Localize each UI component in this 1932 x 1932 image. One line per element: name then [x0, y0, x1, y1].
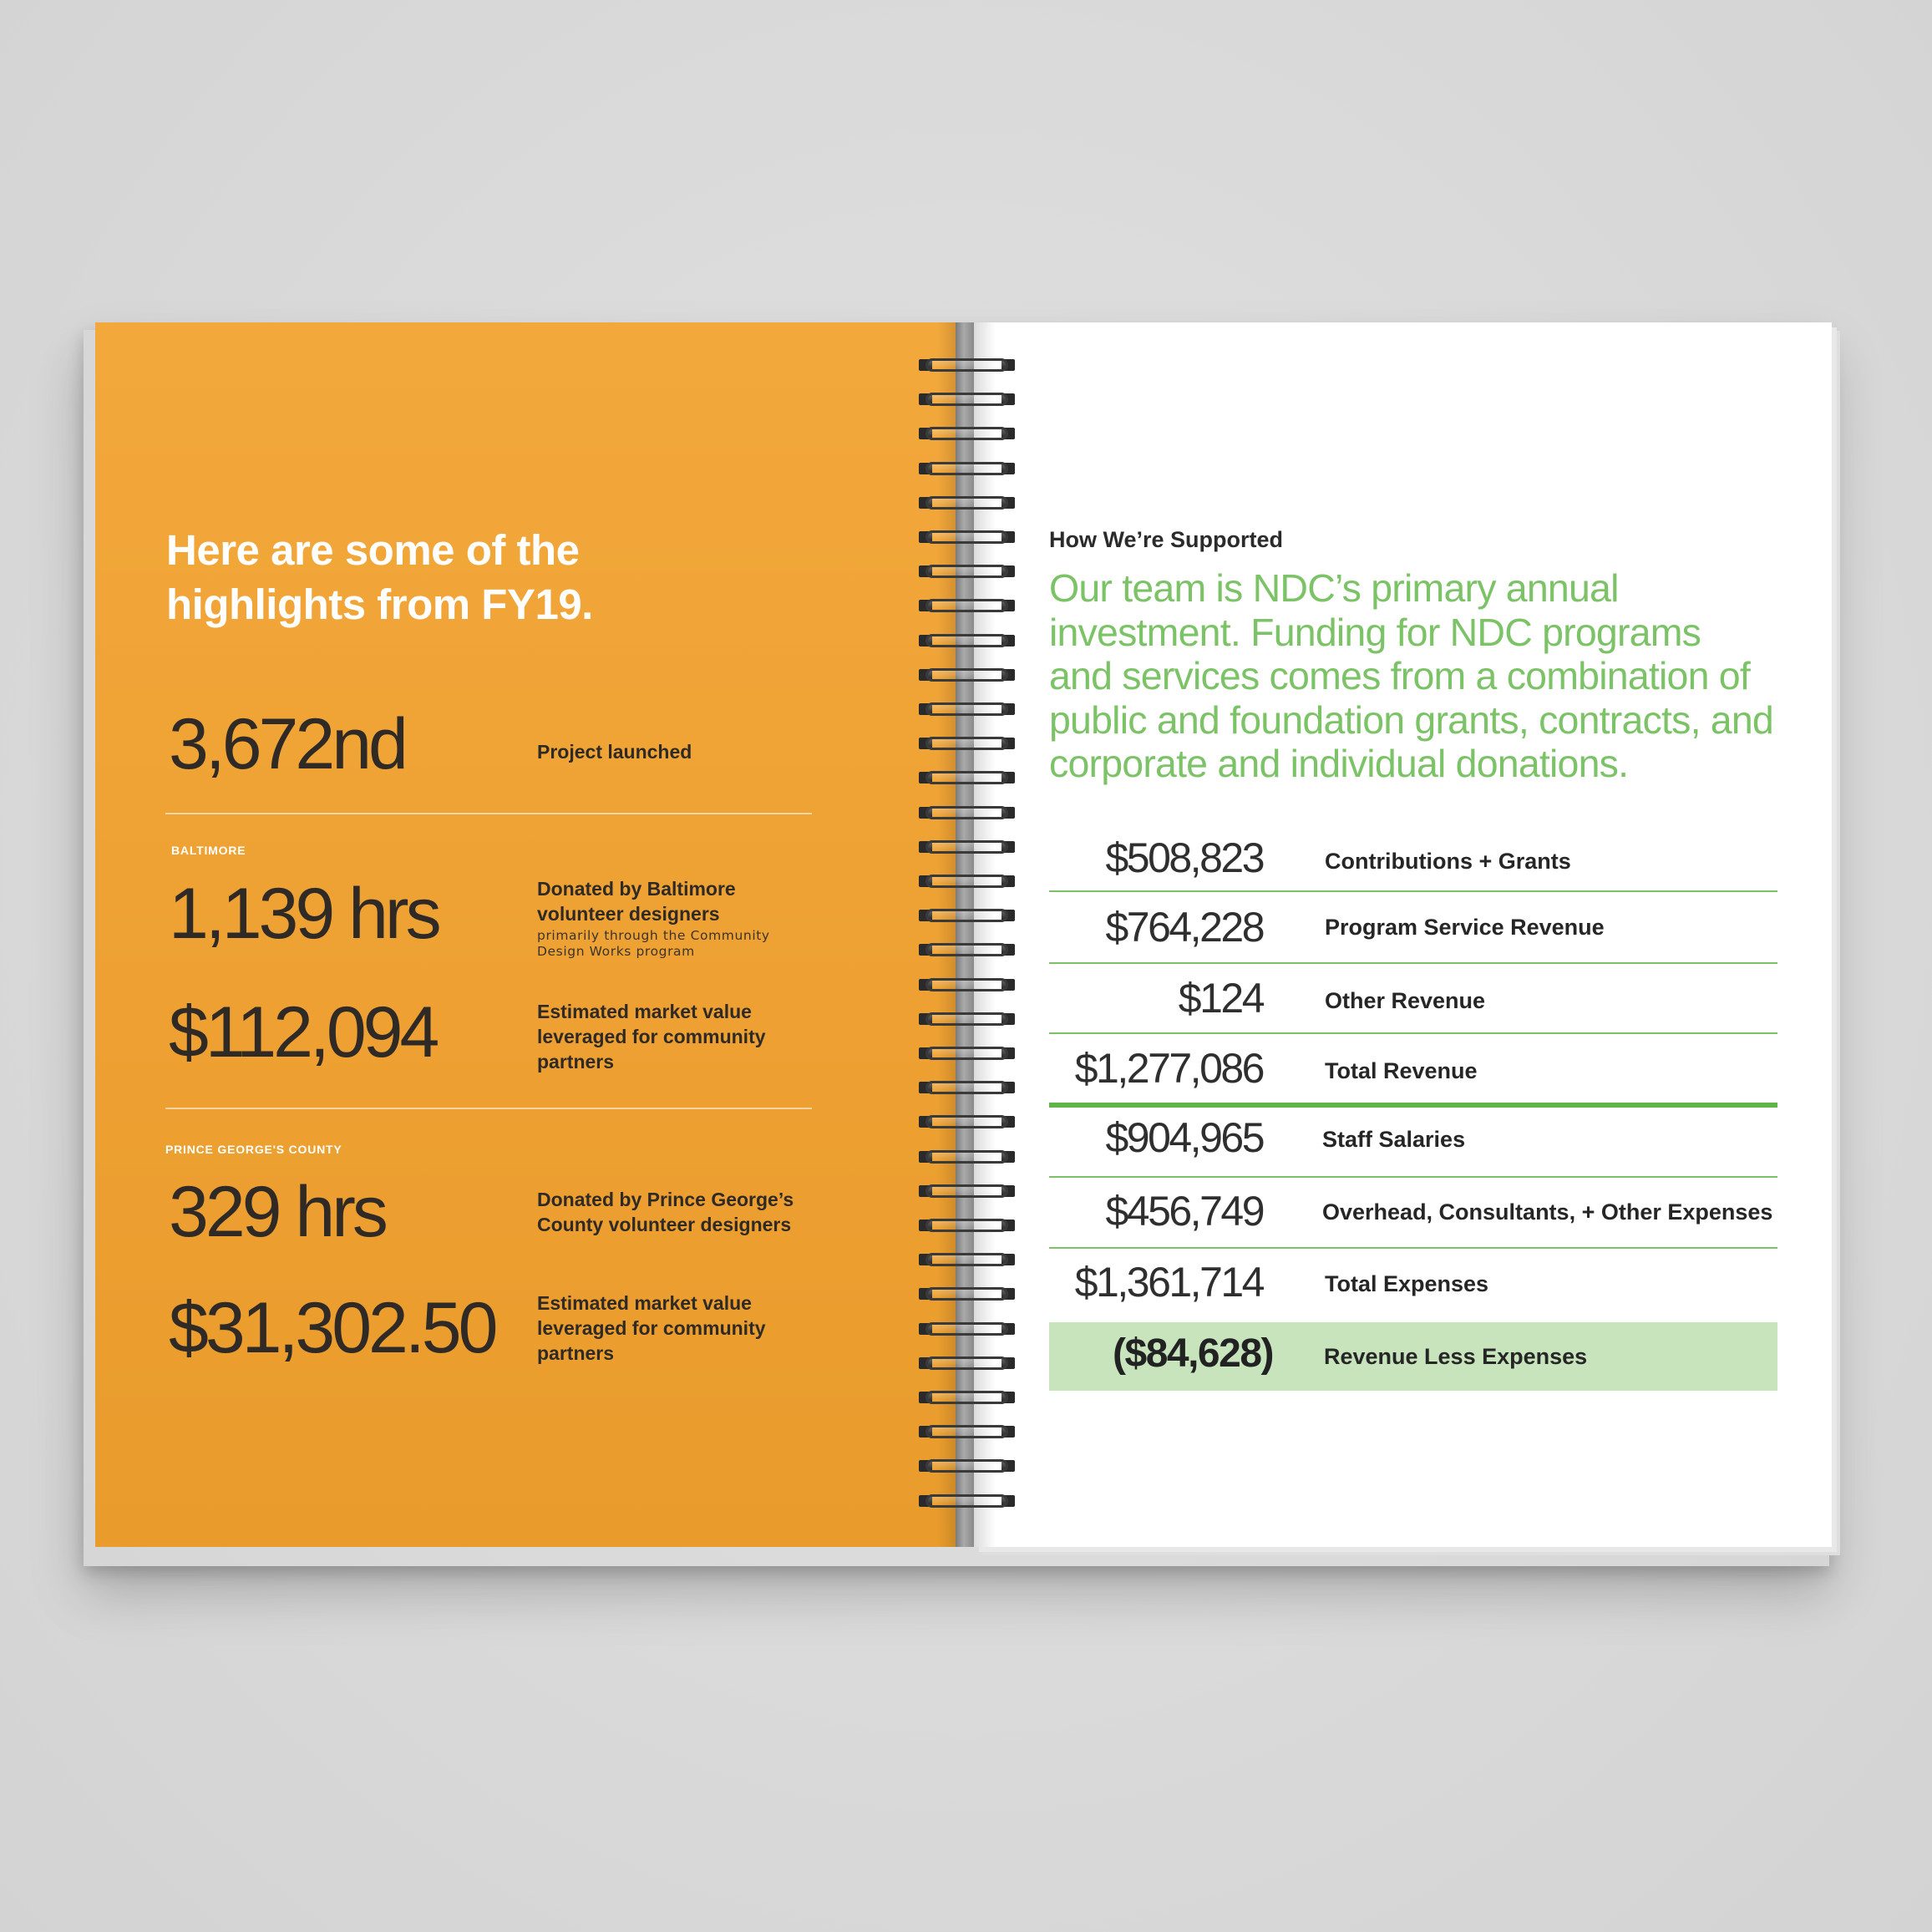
intro-line-2: investment. Funding for NDC programs [1049, 610, 1701, 654]
prince-georges-market-label-line-1: Estimated market value [537, 1292, 752, 1314]
binding-wire [925, 1219, 1008, 1232]
spiral-ring [919, 699, 1015, 719]
binding-wire [925, 1322, 1008, 1336]
prince-georges-hours-label-line-1: Donated by Prince George’s [537, 1189, 794, 1210]
spiral-ring [919, 803, 1015, 823]
net-result-label: Revenue Less Expenses [1324, 1344, 1588, 1369]
spiral-ring [919, 631, 1015, 651]
binding-wire [925, 599, 1008, 612]
spiral-ring [919, 389, 1015, 409]
binding-wire [925, 427, 1008, 440]
prince-georges-hours-value: 329 hrs [169, 1172, 385, 1252]
spiral-ring [919, 1147, 1015, 1167]
revenue-total-divider [1049, 1103, 1777, 1108]
row-divider-3 [1049, 1032, 1777, 1034]
support-intro [1049, 566, 1784, 786]
binding-wire [925, 1012, 1008, 1026]
baltimore-market-label [537, 999, 766, 1074]
baltimore-hours-label-line-2: volunteer designers [537, 903, 720, 925]
spiral-ring [919, 837, 1015, 857]
binding-wire [925, 1391, 1008, 1404]
baltimore-market-label-line-1: Estimated market value [537, 1001, 752, 1022]
binding-wire [925, 978, 1008, 991]
divider-2 [165, 1108, 812, 1109]
total-revenue-amount: $1,277,086 [1074, 1045, 1263, 1092]
spiral-ring [919, 975, 1015, 995]
binding-wire [925, 1115, 1008, 1128]
intro-line-3: and services comes from a combination of [1049, 654, 1750, 697]
spiral-ring [919, 1456, 1015, 1476]
spiral-ring [919, 1215, 1015, 1235]
overhead-label: Overhead, Consultants, + Other Expenses [1322, 1199, 1773, 1225]
spiral-ring [919, 355, 1015, 375]
prince-georges-market-value: $31,302.50 [169, 1288, 495, 1368]
binding-wire [925, 634, 1008, 647]
binding-wire [925, 1047, 1008, 1060]
row-divider-2 [1049, 962, 1777, 964]
spiral-ring [919, 527, 1015, 547]
spiral-ring [919, 561, 1015, 581]
intro-line-5: corporate and individual donations. [1049, 742, 1629, 785]
spiral-ring [919, 1043, 1015, 1063]
baltimore-hours-label [537, 876, 736, 926]
binding-wire [925, 1425, 1008, 1438]
binding-wire [925, 702, 1008, 716]
prince-georges-hours-label [537, 1187, 794, 1237]
prince-georges-section-label: PRINCE GEORGE'S COUNTY [165, 1143, 342, 1156]
overhead-amount: $456,749 [1105, 1188, 1263, 1235]
baltimore-hours-note-line-2: Design Works program [537, 944, 695, 959]
binding-wire [925, 1081, 1008, 1094]
binding-wire [925, 1494, 1008, 1508]
spiral-ring [919, 1422, 1015, 1442]
spiral-binding [919, 355, 1015, 1516]
spiral-ring [919, 1078, 1015, 1098]
binding-wire [925, 668, 1008, 682]
headline-line-1: Here are some of the [166, 526, 580, 574]
spiral-ring [919, 871, 1015, 891]
baltimore-market-label-line-2: leveraged for community [537, 1026, 766, 1047]
spiral-ring [919, 1353, 1015, 1373]
prince-georges-market-label [537, 1291, 766, 1366]
contributions-amount: $508,823 [1105, 834, 1263, 881]
binding-wire [925, 1356, 1008, 1370]
binding-wire [925, 806, 1008, 819]
prince-georges-market-label-line-3: partners [537, 1342, 615, 1364]
baltimore-section-label: BALTIMORE [171, 844, 246, 857]
spiral-ring [919, 459, 1015, 479]
spiral-ring [919, 1009, 1015, 1029]
spiral-ring [919, 733, 1015, 753]
baltimore-hours-label-line-1: Donated by Baltimore [537, 878, 736, 900]
spiral-ring [919, 1284, 1015, 1304]
prince-georges-hours-label-line-2: County volunteer designers [537, 1214, 792, 1235]
binding-wire [925, 393, 1008, 406]
spiral-ring [919, 1491, 1015, 1511]
staff-salaries-label: Staff Salaries [1322, 1127, 1466, 1152]
spiral-ring [919, 940, 1015, 960]
binding-wire [925, 771, 1008, 784]
binding-wire [925, 1287, 1008, 1301]
binding-wire [925, 1459, 1008, 1473]
baltimore-hours-value: 1,139 hrs [169, 874, 439, 954]
spiral-ring [919, 768, 1015, 788]
other-revenue-amount: $124 [1178, 975, 1263, 1022]
total-revenue-label: Total Revenue [1325, 1058, 1478, 1083]
binding-wire [925, 909, 1008, 922]
row-divider-5 [1049, 1247, 1777, 1249]
spiral-ring [919, 1181, 1015, 1201]
binding-wire [925, 1253, 1008, 1266]
binding-wire [925, 943, 1008, 956]
binding-wire [925, 358, 1008, 372]
baltimore-hours-note-line-1: primarily through the Community [537, 928, 770, 943]
intro-line-4: public and foundation grants, contracts, and [1049, 697, 1773, 742]
highlights-headline [166, 523, 709, 631]
baltimore-market-label-line-3: partners [537, 1051, 615, 1072]
spiral-ring [919, 1250, 1015, 1270]
net-result-amount: ($84,628) [1113, 1331, 1273, 1376]
prince-georges-market-label-line-2: leveraged for community [537, 1317, 766, 1339]
project-count-label: Project launched [537, 741, 692, 763]
intro-line-1: Our team is NDC’s primary annual [1049, 566, 1619, 610]
binding-wire [925, 875, 1008, 888]
binding-wire [925, 462, 1008, 475]
spiral-ring [919, 1319, 1015, 1339]
contributions-label: Contributions + Grants [1325, 849, 1571, 874]
binding-wire [925, 1150, 1008, 1164]
support-heading: How We’re Supported [1049, 527, 1284, 552]
program-service-label: Program Service Revenue [1325, 915, 1605, 940]
row-divider-1 [1049, 890, 1777, 892]
baltimore-hours-note [537, 928, 770, 960]
baltimore-market-value: $112,094 [169, 992, 437, 1072]
total-expenses-amount: $1,361,714 [1074, 1259, 1263, 1306]
spiral-ring [919, 905, 1015, 925]
project-count-value: 3,672nd [169, 704, 405, 784]
binding-wire [925, 565, 1008, 578]
total-expenses-label: Total Expenses [1325, 1271, 1489, 1296]
spiral-ring [919, 596, 1015, 616]
spiral-ring [919, 493, 1015, 513]
binding-wire [925, 737, 1008, 750]
binding-wire [925, 840, 1008, 854]
program-service-amount: $764,228 [1105, 904, 1263, 951]
other-revenue-label: Other Revenue [1325, 988, 1486, 1013]
binding-wire [925, 1184, 1008, 1198]
binding-wire [925, 496, 1008, 510]
spiral-ring [919, 1387, 1015, 1407]
divider-1 [165, 813, 812, 814]
binding-wire [925, 530, 1008, 544]
spiral-ring [919, 1112, 1015, 1132]
row-divider-4 [1049, 1176, 1777, 1178]
spiral-ring [919, 423, 1015, 444]
spiral-ring [919, 665, 1015, 685]
staff-salaries-amount: $904,965 [1105, 1114, 1263, 1161]
headline-line-2: highlights from FY19. [166, 581, 593, 628]
